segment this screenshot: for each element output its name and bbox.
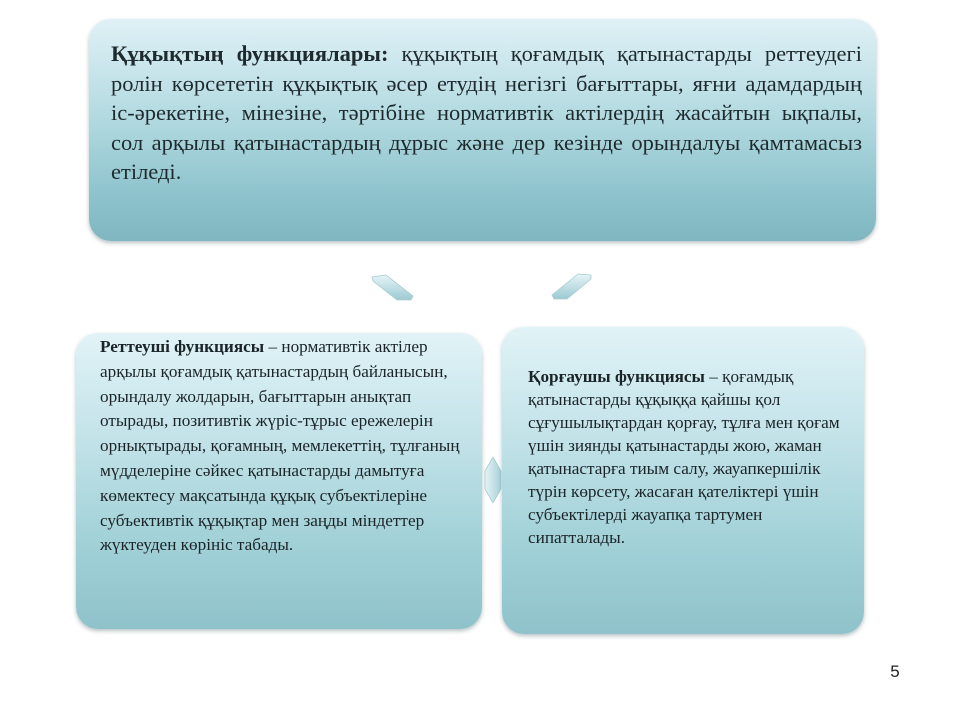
double-arrow-between-boxes <box>482 455 504 505</box>
right-box-heading: Қорғаушы функциясы <box>528 367 705 386</box>
left-box-regulatory-function <box>76 333 482 629</box>
right-box-protective-function <box>502 327 864 634</box>
top-box-heading: Құқықтың функциялары: <box>111 41 389 66</box>
right-box-body: – қоғамдық қатынастарды құқыққа қайшы қол сұғушылықтардан қорғау, тұлға мен қоғам үшін зиянды қатынастарды жою, жаман қатынастарға тиым салу, жауапкершілік түрін көрсету, жасаған қателіктері үшін субъектілерді жауапқа тартумен сипатталады. <box>528 367 840 547</box>
left-box-body: – нормативтік актілер арқылы қоғамдық қатынастардың байланысын, орындалу жолдарын, бағыттарын анықтап отырады, позитивтік жүріс-тұрыс ережелерін орнықтырады, қоғамның, мемлекеттің, тұлғаның мүдделеріне сәйкес қатынастарды дамытуға көмектесу мақсатында құқық субъектілеріне субъективтік құқықтар мен заңды міндеттер жүктеуден көрініс табады. <box>100 337 460 555</box>
top-box-legal-functions <box>89 19 876 241</box>
page-number: 5 <box>890 662 900 681</box>
arrow-to-left-box <box>370 272 416 302</box>
top-box-body: құқықтың қоғамдық қатынастарды реттеудегі ролін көрсететін құқықтық әсер етудің негізгі бағыттары, яғни адамдардың іс-әрекетіне, мінезіне, тәртібіне нормативтік актілердің жасайтын ықпалы, сол арқылы қатынастардың дұрыс және дер кезінде орындалуы қамтамасыз етіледі. <box>111 41 862 184</box>
arrow-to-right-box <box>550 271 594 301</box>
left-box-heading: Реттеуші функциясы <box>100 337 265 356</box>
